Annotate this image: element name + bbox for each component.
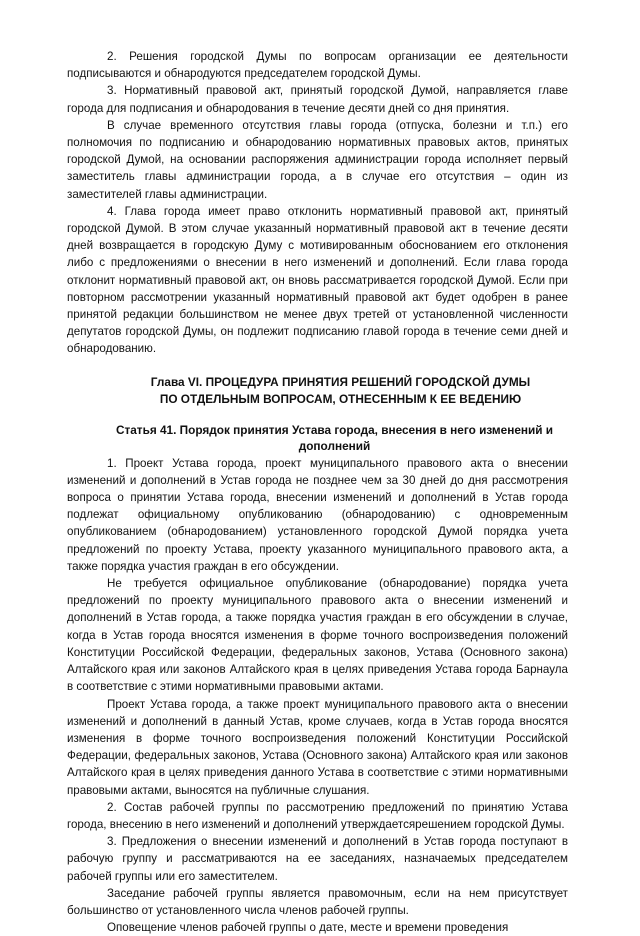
paragraph: 2. Решения городской Думы по вопросам организации ее деятельности подписываются и обнародуются председателем городской Думы.	[67, 50, 568, 81]
paragraph: В случае временного отсутствия главы города (отпуска, болезни и т.п.) его полномочия по подписанию и обнародованию нормативных правовых актов, принятых городской Думой, на основании распоряжения администрации города исполняет первый заместитель главы администрации города, а в случае его отсутствия – один из заместителей главы администрации.	[67, 118, 568, 201]
paragraph: 3. Предложения о внесении изменений и дополнений в Устав города поступают в рабочую группу и рассматриваются на ее заседаниях, назначаемых председателем рабочей группы или его заместителем.	[67, 835, 568, 883]
article-title	[67, 422, 568, 455]
article-title-line: Статья 41. Порядок принятия Устава города, внесения в него изменений и	[115, 422, 554, 437]
article-title-line: дополнений	[298, 439, 371, 454]
chapter-title-line: Глава VI. ПРОЦЕДУРА ПРИНЯТИЯ РЕШЕНИЙ ГОРОДСКОЙ ДУМЫ	[150, 374, 531, 389]
paragraph: 2. Состав рабочей группы по рассмотрению предложений по принятию Устава города, внесению в него изменений и дополнений утверждаетсярешением городской Думы.	[67, 800, 568, 831]
paragraph: Оповещение членов рабочей группы о дате, месте и времени проведения	[107, 921, 509, 935]
paragraph: Проект Устава города, а также проект муниципального правового акта о внесении изменений и дополнений в данный Устав, кроме случаев, когда в Устав города вносятся изменения в форме точного воспроизведения положений Конституции Российской Федерации, федеральных законов, Устава (Основного закона) Алтайского края или законов Алтайского края в целях приведения данного Устава в соответствие с этими нормативными правовыми актами, выносятся на публичные слушания.	[67, 697, 568, 797]
paragraph: 3. Нормативный правовой акт, принятый городской Думой, направляется главе города для подписания и обнародования в течение десяти дней со дня принятия.	[67, 84, 568, 115]
paragraph: Заседание рабочей группы является правомочным, если на нем присутствует большинство от установленного числа членов рабочей группы.	[67, 886, 568, 917]
paragraph: Не требуется официальное опубликование (обнародование) порядка учета предложений по проекту муниципального правового акта о внесении изменений и дополнений в Устав города, а также порядка участия граждан в его обсуждении в случае, когда в Устав города вносятся изменения в форме точного воспроизведения положений Конституции Российской Федерации, федеральных законов, Устава (Основного закона) Алтайского края или законов Алтайского края в целях приведения Устава города Барнаула в соответствие с этими нормативными правовыми актами.	[67, 577, 568, 694]
paragraph: 1. Проект Устава города, проект муниципального правового акта о внесении изменений и дополнений в Устав города не позднее чем за 30 дней до дня рассмотрения вопроса о принятии Устава города, внесении изменений и дополнений в Устав города подлежат официальному опубликованию (обнародованию) с одновременным опубликованием (обнародованием) установленного городской Думой порядка учета предложений по проекту Устава, проекту указанного муниципального правового акта, а также порядка участия граждан в его обсуждении.	[67, 456, 568, 573]
paragraph: 4. Глава города имеет право отклонить нормативный правовой акт, принятый городской Думой. В этом случае указанный нормативный правовой акт в течение десяти дней возвращается в городскую Думу с мотивированным обоснованием его отклонения либо с предложениями о внесении в него изменений и дополнений. Если глава города отклонит нормативный правовой акт, он вновь рассматривается городской Думой. Если при повторном рассмотрении указанный нормативный правовой акт будет одобрен в ранее принятой редакции большинством не менее двух третей от установленной численности депутатов городской Думы, он подлежит подписанию главой города в течение семи дней и обнародованию.	[67, 204, 568, 356]
chapter-title	[67, 374, 568, 408]
chapter-title-line: ПО ОТДЕЛЬНЫМ ВОПРОСАМ, ОТНЕСЕННЫМ К ЕЕ ВЕДЕНИЮ	[159, 391, 522, 406]
